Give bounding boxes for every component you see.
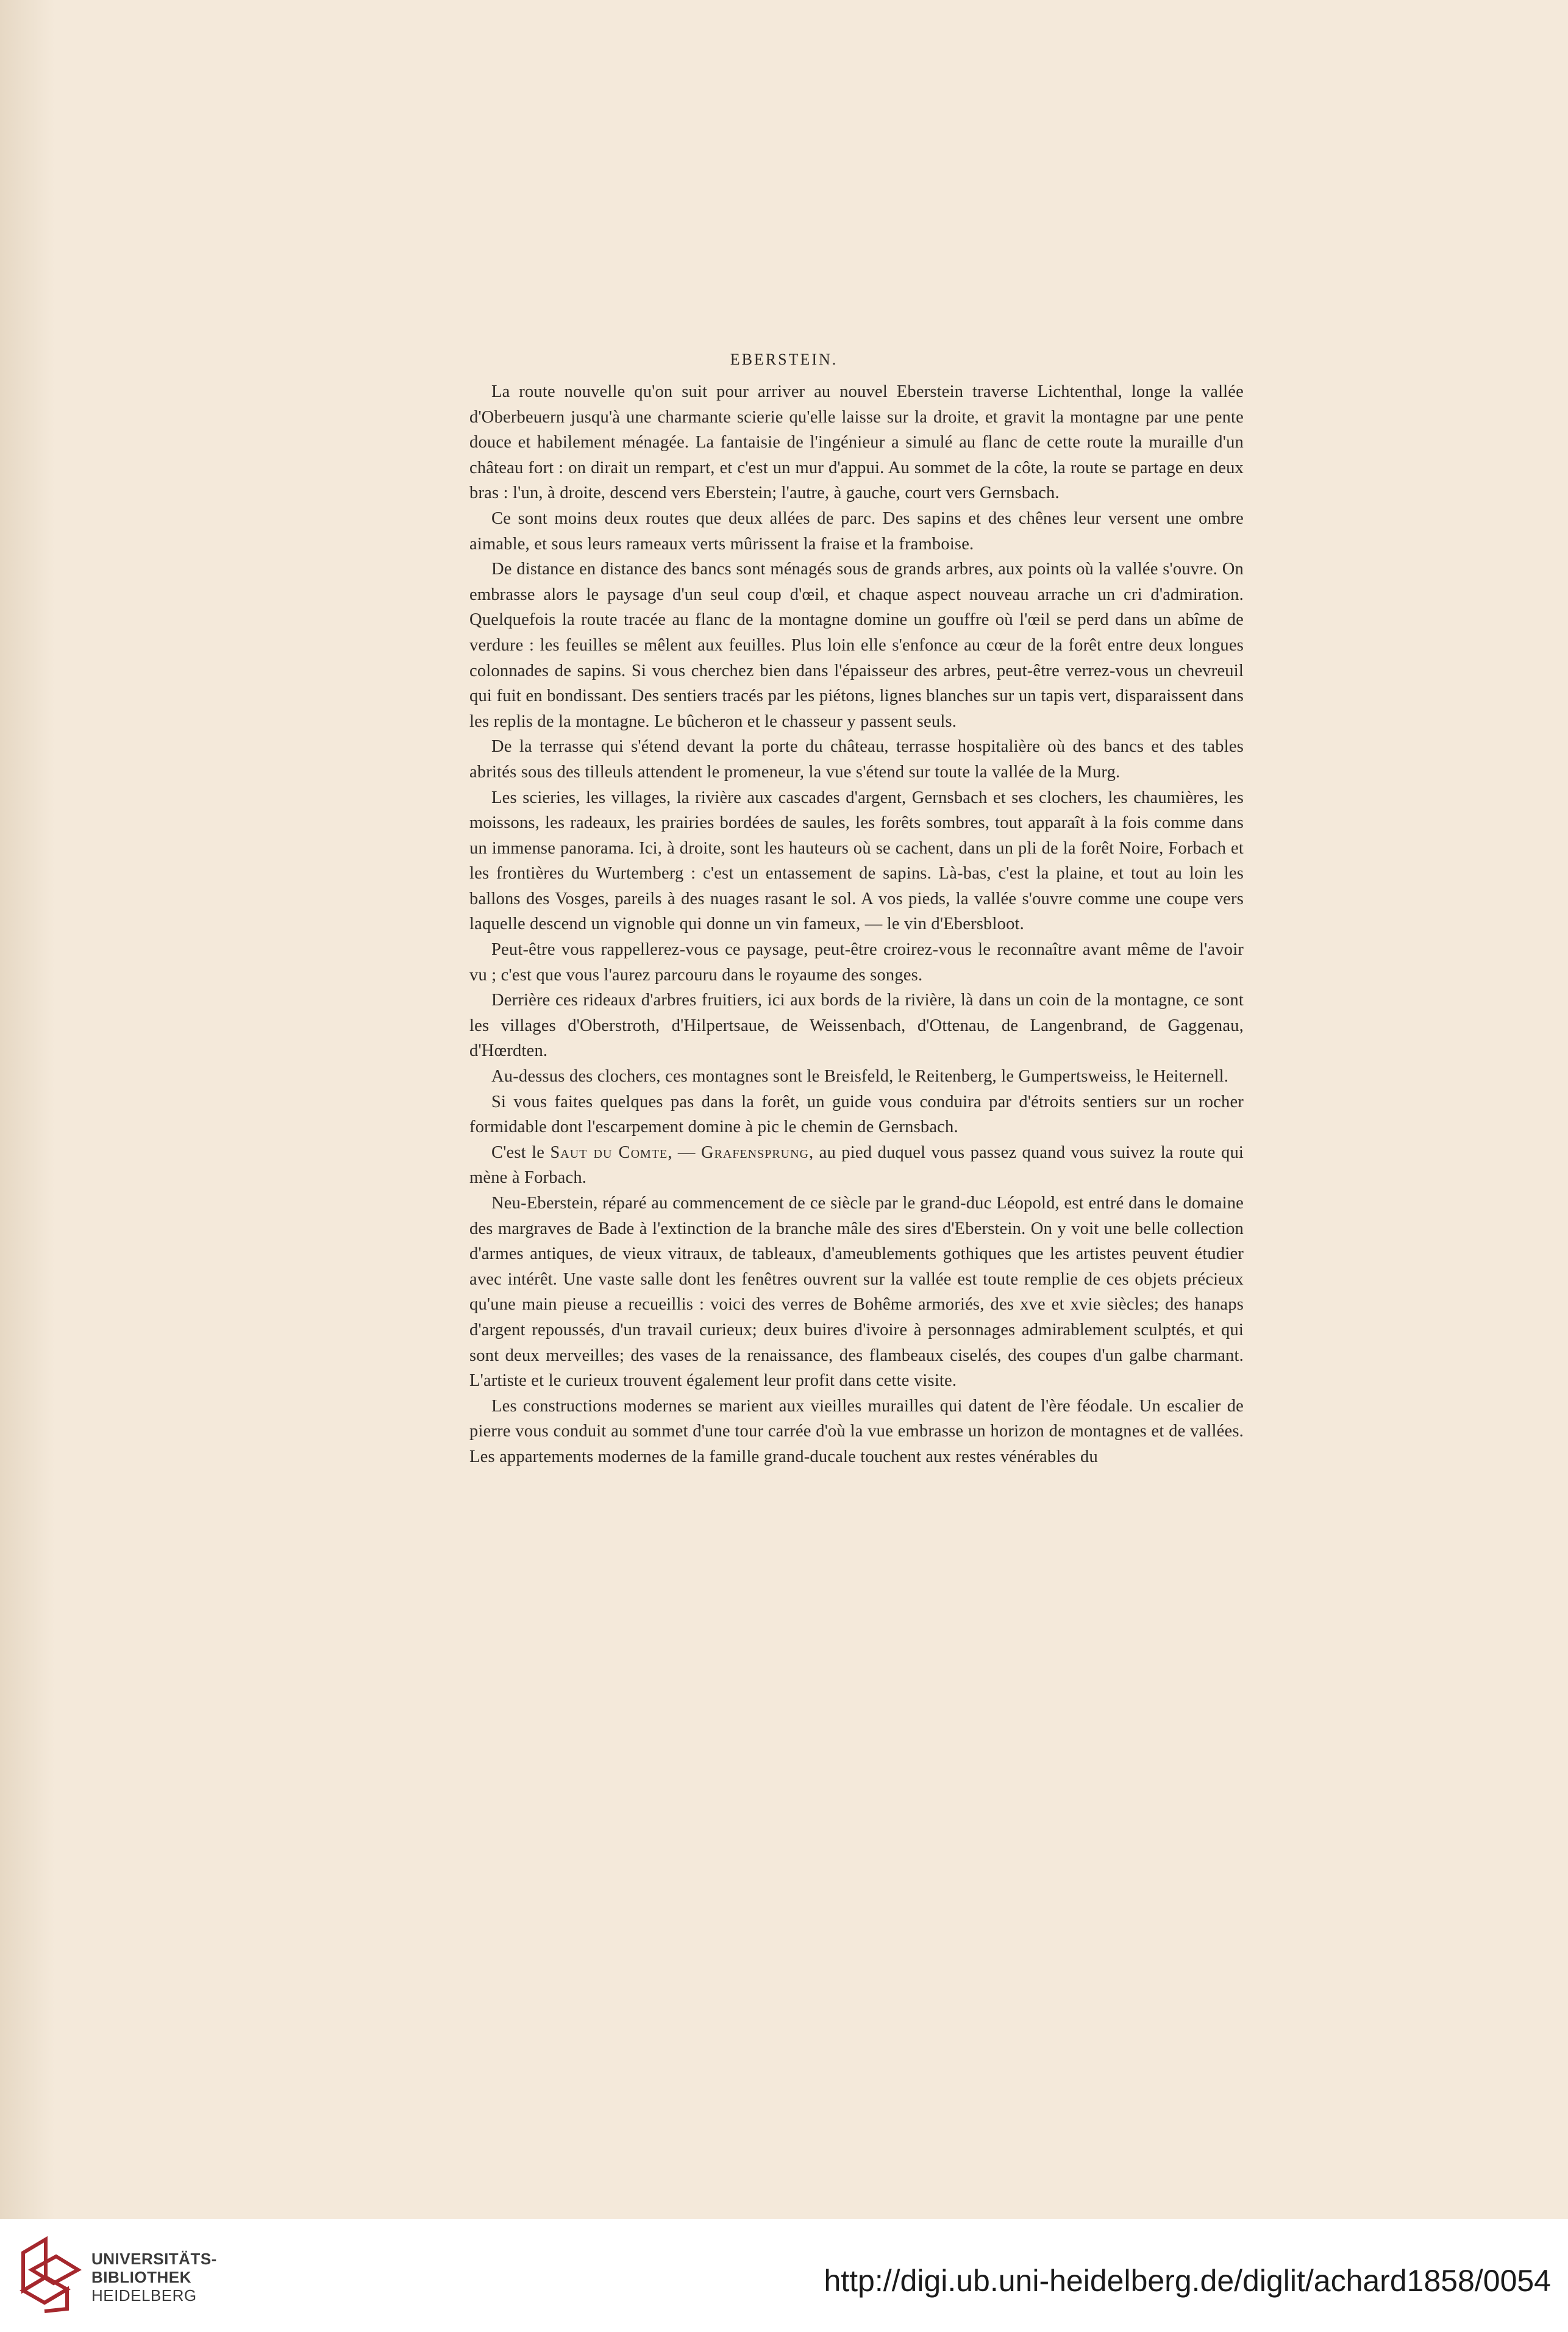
library-name-line: HEIDELBERG <box>91 2286 197 2305</box>
source-url-link[interactable]: http://digi.ub.uni-heidelberg.de/diglit/achard1858/0054 <box>824 2264 1551 2298</box>
paragraph: Au-dessus des clochers, ces montagnes sont le Breisfeld, le Reitenberg, le Gumpertsweiss, le Heiternell. <box>491 1067 1229 1086</box>
paragraph: Si vous faites quelques pas dans la forêt, un guide vous conduira par d'étroits sentiers sur un rocher formidable dont l'escarpement domine à pic le chemin de Gernsbach. <box>469 1092 1244 1137</box>
paragraph: De distance en distance des bancs sont ménagés sous de grands arbres, aux points où la vallée s'ouvre. On embrasse alors le paysage d'un seul coup d'œil, et chaque aspect nouveau arrache un cri d'admiration. Quelquefois la route tracée au flanc de la montagne domine un gouffre où l'œil se perd dans un abîme de verdure : les feuilles se mêlent aux feuilles. Plus loin elle s'enfonce au cœur de la forêt entre deux longues colonnades de sapins. Si vous cherchez bien dans l'épaisseur des arbres, peut-être verrez-vous un chevreuil qui fuit en bondissant. Des sentiers tracés par les piétons, lignes blanches sur un tapis vert, disparaissent dans les replis de la montagne. Le bûcheron et le chasseur y passent seuls. <box>469 560 1244 731</box>
place-name-grafensprung: Grafensprung <box>700 1143 810 1162</box>
paragraph: Les constructions modernes se marient aux vieilles murailles qui datent de l'ère féodale. Un escalier de pierre vous conduit au sommet d'une tour carrée d'où la vue embrasse un horizon de montagnes et de vallées. Les appartements modernes de la famille grand-ducale touchent aux restes vénérables du <box>469 1396 1244 1466</box>
paragraph: La route nouvelle qu'on suit pour arriver au nouvel Eberstein traverse Lichtenthal, longe la vallée d'Oberbeuern jusqu'à une charmante scierie qu'elle laisse sur la droite, et gravit la montagne par une pente douce et habilement ménagée. La fantaisie de l'ingénieur a simulé au flanc de cette route la muraille d'un château fort : on dirait un rempart, et c'est un mur d'appui. Au sommet de la côte, la route se partage en deux bras : l'un, à droite, descend vers Eberstein; l'autre, à gauche, court vers Gernsbach. <box>469 382 1244 503</box>
text-run: , — <box>668 1143 701 1162</box>
paragraph: Ce sont moins deux routes que deux allées de parc. Des sapins et des chênes leur versent une ombre aimable, et sous leurs rameaux verts mûrissent la fraise et la framboise. <box>469 508 1244 554</box>
text-run: C'est le <box>491 1143 551 1162</box>
page-heading: EBERSTEIN. <box>730 351 838 368</box>
paragraph: Peut-être vous rappellerez-vous ce paysage, peut-être croirez-vous le reconnaître avant même de l'avoir vu ; c'est que vous l'aurez parcouru dans le royaume des songes. <box>469 940 1244 985</box>
paragraph: Derrière ces rideaux d'arbres fruitiers, ici aux bords de la rivière, là dans un coin de la montagne, ce sont les villages d'Oberstroth, d'Hilpertsaue, de Weissenbach, d'Ottenau, de Langenbrand, de Gaggenau, d'Hœrdten. <box>469 991 1244 1061</box>
place-name-saut-du-comte: Saut du Comte <box>550 1143 668 1162</box>
library-name-line: UNIVERSITÄTS- <box>91 2250 217 2268</box>
paragraph: Neu-Eberstein, réparé au commencement de ce siècle par le grand-duc Léopold, est entré dans le domaine des margraves de Bade à l'extinction de la branche mâle des sires d'Eberstein. On y voit une belle collection d'armes antiques, de vieux vitraux, de tableaux, d'ameublements gothiques que les artistes peuvent étudier avec intérêt. Une vaste salle dont les fenêtres ouvrent sur la vallée est toute remplie de ces objets précieux qu'une main pieuse a recueillis : voici des verres de Bohême armoriés, des xve et xvie siècles; des hanaps d'argent repoussés, d'un travail curieux; deux buires d'ivoire à personnages admirablement sculptés, et qui sont deux merveilles; des vases de la renaissance, des flambeaux ciselés, des coupes d'un galbe charmant. L'artiste et le curieux trouvent également leur profit dans cette visite. <box>469 1194 1244 1391</box>
page-fold-shadow <box>0 0 55 2219</box>
paragraph: De la terrasse qui s'étend devant la porte du château, terrasse hospitalière où des bancs et des tables abrités sous des tilleuls attendent le promeneur, la vue s'étend sur toute la vallée de la Murg. <box>469 737 1244 782</box>
paragraph-saut-du-comte <box>469 1140 1244 1191</box>
paragraph: Les scieries, les villages, la rivière aux cascades d'argent, Gernsbach et ses clochers, les chaumières, les moissons, les radeaux, les prairies bordées de saules, les forêts sombres, tout apparaît à la fois comme dans un immense panorama. Ici, à droite, sont les hauteurs où se cachent, dans un pli de la forêt Noire, Forbach et les frontières du Wurtemberg : c'est un entassement de sapins. Là-bas, c'est la plaine, et tout au loin les ballons des Vosges, pareils à des nuages rasant le sol. A vos pieds, la vallée s'ouvre comme une coupe vers laquelle descend un vignoble qui donne un vin fameux, — le vin d'Ebersbloot. <box>469 788 1244 934</box>
body-text <box>469 379 1244 1470</box>
ub-heidelberg-logo-icon[interactable] <box>18 2234 82 2314</box>
text-run: , au pied duquel vous passez quand vous suivez la route qui mène à Forbach. <box>469 1143 1244 1188</box>
library-name-line: BIBLIOTHEK <box>91 2268 191 2286</box>
library-name[interactable] <box>91 2250 217 2305</box>
